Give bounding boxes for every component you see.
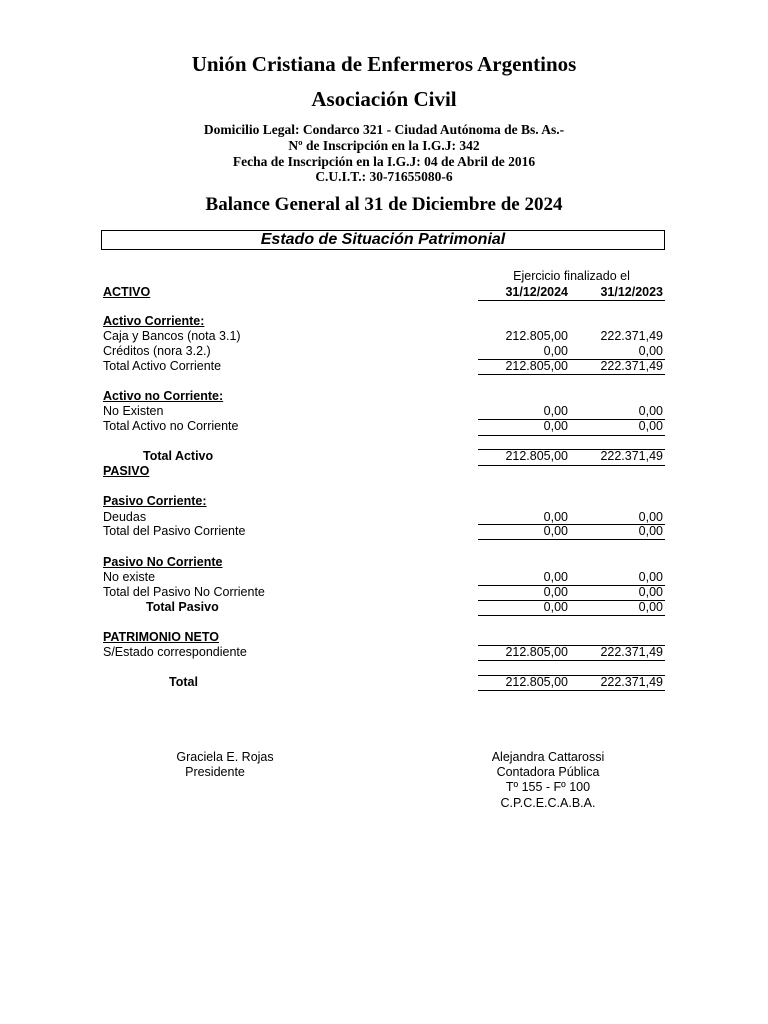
rule <box>478 435 665 436</box>
header-rule <box>478 300 665 301</box>
rule <box>478 465 665 466</box>
rule <box>478 419 665 420</box>
total-activo-no-corriente-label: Total Activo no Corriente <box>103 419 239 433</box>
total-pasivo-corriente-label: Total del Pasivo Corriente <box>103 524 246 538</box>
numero-inscripcion: Nº de Inscripción en la I.G.J: 342 <box>288 138 480 153</box>
rule <box>478 374 665 375</box>
pasivo-corriente-heading: Pasivo Corriente: <box>103 494 207 508</box>
total-pasivo-label: Total Pasivo <box>146 600 219 614</box>
deudas-2024: 0,00 <box>543 510 568 524</box>
column-2023-header: 31/12/2023 <box>600 285 663 299</box>
ejercicio-header: Ejercicio finalizado el <box>513 269 630 283</box>
creditos-2023: 0,00 <box>638 344 663 358</box>
caja-bancos-2024: 212.805,00 <box>505 329 568 343</box>
deudas-label: Deudas <box>103 510 147 524</box>
organization-subtitle: Asociación Civil <box>311 87 457 111</box>
total-activo-corriente-2023: 222.371,49 <box>600 359 663 373</box>
total-activo-corriente-label: Total Activo Corriente <box>103 359 222 373</box>
pasivo-heading: PASIVO <box>103 464 150 478</box>
patrimonio-neto-heading: PATRIMONIO NETO <box>103 630 219 644</box>
deudas-2023: 0,00 <box>638 510 663 524</box>
domicilio-legal: Domicilio Legal: Condarco 321 - Ciudad Autónoma de Bs. As.- <box>203 122 565 137</box>
estado-correspondiente-label: S/Estado correspondiente <box>103 645 247 659</box>
organization-name: Unión Cristiana de Enfermeros Argentinos <box>191 52 577 76</box>
total-pasivo-no-corriente-label: Total del Pasivo No Corriente <box>103 585 265 599</box>
rule <box>478 660 665 661</box>
balance-title: Balance General al 31 de Diciembre de 2024 <box>205 194 563 215</box>
left-signatory-title: Presidente <box>185 765 245 779</box>
total-pasivo-corriente-2023: 0,00 <box>638 524 663 538</box>
caja-bancos-label: Caja y Bancos (nota 3.1) <box>103 329 241 343</box>
total-2024: 212.805,00 <box>505 675 568 689</box>
total-activo-label: Total Activo <box>143 449 214 463</box>
rule <box>478 585 665 586</box>
rule <box>478 690 665 691</box>
total-pasivo-no-corriente-2023: 0,00 <box>638 585 663 599</box>
total-pasivo-no-corriente-2024: 0,00 <box>543 585 568 599</box>
no-existen-2023: 0,00 <box>638 404 663 418</box>
creditos-2024: 0,00 <box>543 344 568 358</box>
estado-correspondiente-2024: 212.805,00 <box>505 645 568 659</box>
activo-no-corriente-heading: Activo no Corriente: <box>103 389 224 403</box>
total-pasivo-corriente-2024: 0,00 <box>543 524 568 538</box>
activo-corriente-heading: Activo Corriente: <box>103 314 205 328</box>
total-activo-2024: 212.805,00 <box>505 449 568 463</box>
estado-correspondiente-2023: 222.371,49 <box>600 645 663 659</box>
total-pasivo-2023: 0,00 <box>638 600 663 614</box>
total-pasivo-2024: 0,00 <box>543 600 568 614</box>
section-title: Estado de Situación Patrimonial <box>101 230 665 250</box>
left-signatory-name: Graciela E. Rojas <box>176 750 274 764</box>
rule <box>478 615 665 616</box>
right-signatory-name: Alejandra Cattarossi <box>491 750 605 764</box>
right-signatory-tomo: Tº 155 - Fº 100 <box>505 780 591 794</box>
pasivo-no-corriente-heading: Pasivo No Corriente <box>103 555 223 569</box>
creditos-label: Créditos (nora 3.2.) <box>103 344 211 358</box>
no-existe-2024: 0,00 <box>543 570 568 584</box>
no-existe-label: No existe <box>103 570 156 584</box>
caja-bancos-2023: 222.371,49 <box>600 329 663 343</box>
total-activo-no-corriente-2023: 0,00 <box>638 419 663 433</box>
no-existen-2024: 0,00 <box>543 404 568 418</box>
fecha-inscripcion: Fecha de Inscripción en la I.G.J: 04 de Abril de 2016 <box>232 154 536 169</box>
no-existen-label: No Existen <box>103 404 164 418</box>
total-label: Total <box>169 675 198 689</box>
rule <box>478 539 665 540</box>
total-activo-no-corriente-2024: 0,00 <box>543 419 568 433</box>
activo-heading: ACTIVO <box>103 285 151 299</box>
total-activo-2023: 222.371,49 <box>600 449 663 463</box>
total-activo-corriente-2024: 212.805,00 <box>505 359 568 373</box>
rule <box>478 524 665 525</box>
cuit: C.U.I.T.: 30-71655080-6 <box>315 169 453 184</box>
total-2023: 222.371,49 <box>600 675 663 689</box>
right-signatory-council: C.P.C.E.C.A.B.A. <box>500 796 596 810</box>
rule <box>478 600 665 601</box>
no-existe-2023: 0,00 <box>638 570 663 584</box>
right-signatory-title: Contadora Pública <box>496 765 600 779</box>
column-2024-header: 31/12/2024 <box>505 285 568 299</box>
